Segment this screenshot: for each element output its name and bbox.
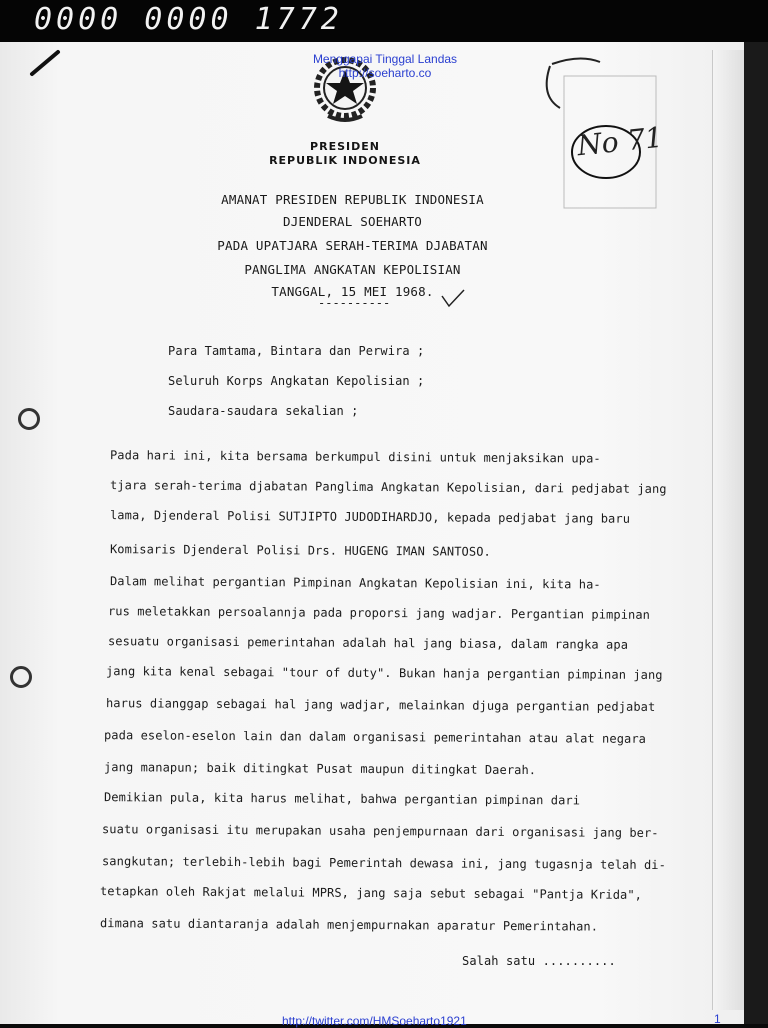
continuation-catchword: Salah satu ..........	[462, 954, 616, 968]
page-number: 1	[714, 1012, 721, 1026]
body-line: lama, Djenderal Polisi SUTJIPTO JUDODIHARDJO, kepada pedjabat jang baru	[109, 508, 631, 526]
title-date: TANGGAL, 15 MEI 1968.	[271, 284, 434, 299]
body-line: Demikian pula, kita harus melihat, bahwa pergantian pimpinan dari	[103, 790, 581, 808]
body-line: sesuatu organisasi pemerintahan adalah hal jang biasa, dalam rangka apa	[107, 634, 629, 652]
pen-mark-icon	[28, 44, 68, 80]
body-line: harus dianggap sebagai hal jang wadjar, melainkan djuga pergantian pedjabat	[105, 696, 656, 714]
letterhead-line-2: REPUBLIK INDONESIA	[269, 154, 421, 167]
frame-code: 0000 0000 1772	[34, 2, 343, 37]
title-line-3: PADA UPATJARA SERAH-TERIMA DJABATAN	[217, 238, 488, 253]
stamp-number: No 71	[575, 120, 665, 163]
salutation-line: Seluruh Korps Angkatan Kepolisian ;	[168, 374, 425, 388]
watermark-link[interactable]: http://soeharto.co	[338, 66, 432, 80]
page-edge	[712, 50, 745, 1010]
body-line: Dalam melihat pergantian Pimpinan Angkatan Kepolisian ini, kita ha-	[109, 574, 601, 592]
punch-hole-icon	[10, 666, 32, 688]
punch-hole-icon	[18, 408, 40, 430]
checkmark-icon	[440, 288, 466, 308]
footer-link[interactable]: http://twitter.com/HMSoeharto1921	[282, 1014, 467, 1028]
watermark-title: Menggapai Tinggal Landas	[312, 52, 458, 66]
body-line: jang manapun; baik ditingkat Pusat maupun ditingkat Daerah.	[103, 760, 537, 778]
salutation-line: Saudara-saudara sekalian ;	[168, 404, 359, 418]
body-line: tetapkan oleh Rakjat melalui MPRS, jang saja sebut sebagai "Pantja Krida",	[99, 884, 643, 902]
body-line: Pada hari ini, kita bersama berkumpul disini untuk menjaksikan upa-	[109, 448, 601, 466]
body-line: rus meletakkan persoalannja pada proporsi jang wadjar. Pergantian pimpinan	[107, 604, 651, 622]
body-line: tjara serah-terima djabatan Panglima Angkatan Kepolisian, dari pedjabat jang	[109, 478, 667, 497]
film-strip-header	[0, 0, 768, 42]
body-line: pada eselon-eselon lain dan dalam organisasi pemerintahan atau alat negara	[103, 728, 647, 746]
body-line: dimana satu diantaranja adalah menjempurnakan aparatur Pemerintahan.	[99, 916, 599, 934]
title-line-1: AMANAT PRESIDEN REPUBLIK INDONESIA	[221, 192, 484, 207]
body-line: jang kita kenal sebagai "tour of duty". Bukan hanja pergantian pimpinan jang	[105, 664, 663, 683]
title-line-2: DJENDERAL SOEHARTO	[282, 214, 423, 229]
body-line: sangkutan; terlebih-lebih bagi Pemerintah dewasa ini, jang tugasnja telah di-	[101, 854, 667, 873]
letterhead-line-1: PRESIDEN	[310, 140, 380, 153]
salutation-line: Para Tamtama, Bintara dan Perwira ;	[168, 344, 425, 358]
body-line: Komisaris Djenderal Polisi Drs. HUGENG IMAN SANTOSO.	[109, 542, 491, 559]
body-line: suatu organisasi itu merupakan usaha penjempurnaan dari organisasi jang ber-	[101, 822, 659, 841]
title-line-4: PANGLIMA ANGKATAN KEPOLISIAN	[244, 262, 461, 277]
title-underline: ----------	[318, 296, 391, 310]
scan-border	[744, 42, 768, 1024]
